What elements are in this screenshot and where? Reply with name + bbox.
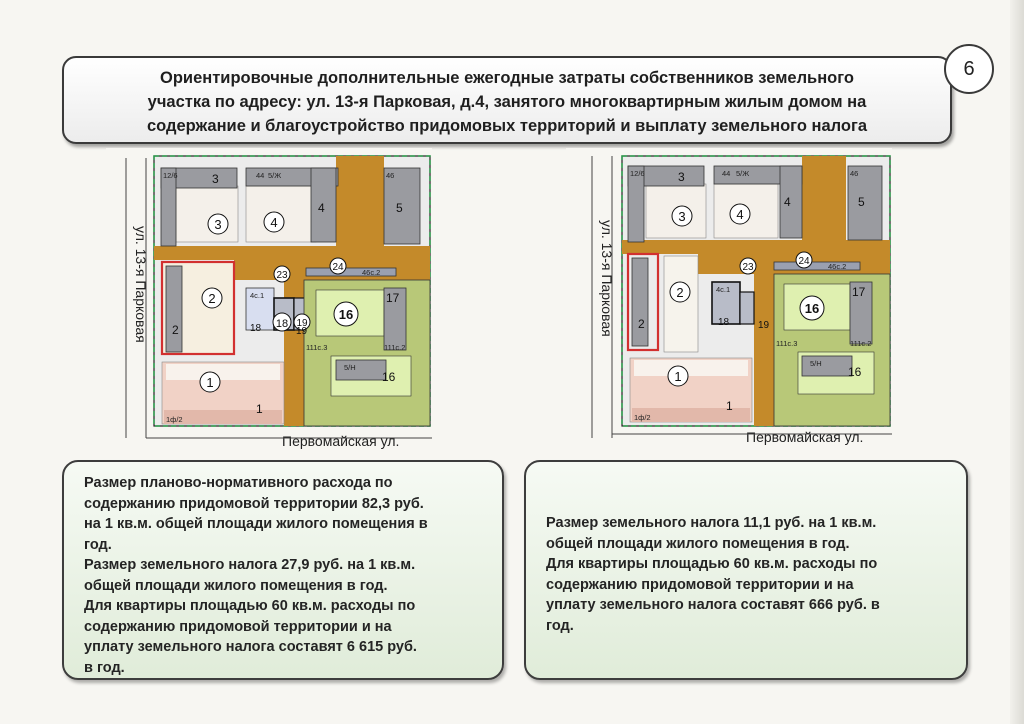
info-line: год. [546, 617, 574, 634]
parcel-label: 4 [736, 207, 744, 222]
street-label-pervomaiskaya: Первомайская ул. [282, 433, 400, 449]
title-line: Ориентировочные дополнительные ежегодные затраты собственников земельного [160, 69, 854, 87]
info-line: общей площади жилого помещения в год. [84, 577, 388, 594]
info-line: уплату земельного налога составят 6 615 руб. [84, 639, 417, 655]
address-code: 1ф/2 [634, 413, 651, 422]
street-label-pervomaiskaya: Первомайская ул. [746, 429, 864, 445]
site-map-right [566, 148, 892, 450]
parcel-label: 2 [208, 291, 216, 306]
address-code: 46 [850, 169, 859, 178]
info-line: в год. [84, 659, 125, 676]
building-label: 2 [638, 317, 645, 331]
parcel-label: 3 [678, 209, 686, 224]
info-line: Для квартиры площадью 60 кв.м. расходы по [84, 598, 416, 614]
info-line: общей площади жилого помещения в год. [546, 535, 850, 552]
address-code: 12/6 [163, 171, 178, 180]
parcel-label: 16 [804, 301, 820, 316]
address-code: 46 [386, 171, 395, 180]
address-code: 46с.2 [362, 268, 381, 277]
info-line: на 1 кв.м. общей площади жилого помещения в [84, 516, 428, 532]
building-label: 5 [396, 201, 403, 215]
parcel-label: 23 [276, 270, 288, 281]
title-line: содержание и благоустройство придомовых территорий и выплату земельного налога [146, 117, 868, 135]
building-label: 2 [172, 323, 179, 337]
parcel-label: 3 [214, 217, 222, 232]
building-label: 1 [256, 402, 263, 416]
info-box-current-costs [62, 460, 504, 680]
building-label: 16 [848, 365, 862, 379]
parcel-label: 24 [332, 262, 344, 273]
building-label: 5 [858, 195, 865, 209]
info-line: Для квартиры площадью 60 кв.м. расходы по [546, 556, 878, 572]
building-label: 17 [852, 285, 866, 299]
site-map-left [106, 148, 432, 450]
slide-title [62, 56, 952, 144]
parcel-label: 24 [798, 256, 810, 267]
info-line: содержанию придомовой территории и на [84, 618, 392, 635]
building-label: 18 [718, 317, 730, 328]
address-code: 46с.2 [828, 262, 847, 271]
street-label-parkovaya: ул. 13-я Парковая [133, 226, 149, 343]
info-line: Размер земельного налога 11,1 руб. на 1 кв.м. [546, 515, 877, 531]
address-code: 111с.3 [776, 339, 798, 348]
building-label: 1 [726, 399, 733, 413]
building-label: 4 [318, 201, 325, 215]
building-mark: 5/Ж [736, 169, 750, 178]
parcel-label: 23 [742, 262, 754, 273]
info-line: Размер земельного налога 27,9 руб. на 1 кв.м. [84, 557, 416, 573]
address-code: 44 [256, 171, 265, 180]
parcel-label: 18 [275, 318, 289, 330]
info-line: год. [84, 536, 112, 553]
address-code: 4с.1 [250, 291, 265, 300]
building-label: 16 [382, 370, 396, 384]
parcel-label: 19 [296, 318, 308, 329]
info-line: содержанию придомовой территории 82,3 руб. [84, 495, 424, 512]
address-code: 111с.3 [306, 343, 328, 352]
building-mark: 5/Н [344, 363, 356, 372]
address-code: 111с.2 [384, 343, 406, 352]
address-code: 1ф/2 [166, 415, 183, 424]
building-label: 4 [784, 195, 791, 209]
building-label: 17 [386, 291, 400, 305]
page-edge [1010, 0, 1024, 724]
info-line: уплату земельного налога составят 666 руб. в [546, 597, 880, 613]
info-line: Размер планово-нормативного расхода по [84, 475, 393, 491]
slide-number: 6 [944, 44, 994, 94]
building-label: 3 [212, 172, 219, 186]
address-code: 12/6 [630, 169, 645, 178]
building-label: 18 [250, 323, 262, 334]
address-code: 44 [722, 169, 731, 178]
building-mark: 5/Н [810, 359, 822, 368]
info-line: содержанию придомовой территории и на [546, 576, 854, 593]
building-label: 19 [296, 326, 308, 337]
parcel-label: 1 [206, 375, 214, 390]
address-code: 4с.1 [716, 285, 731, 294]
parcel-label: 1 [674, 369, 682, 384]
street-label-parkovaya: ул. 13-я Парковая [599, 220, 615, 337]
parcel-label: 16 [338, 307, 354, 322]
address-code: 111с.2 [850, 339, 872, 348]
building-mark: 5/Ж [268, 171, 282, 180]
building-label: 3 [678, 170, 685, 184]
building-label: 19 [758, 320, 770, 331]
parcel-label: 2 [676, 285, 684, 300]
info-box-proposed-costs [524, 460, 968, 680]
parcel-label: 4 [270, 215, 278, 230]
title-line: участка по адресу: ул. 13-я Парковая, д.4, занятого многоквартирным жилым домом на [147, 93, 867, 111]
